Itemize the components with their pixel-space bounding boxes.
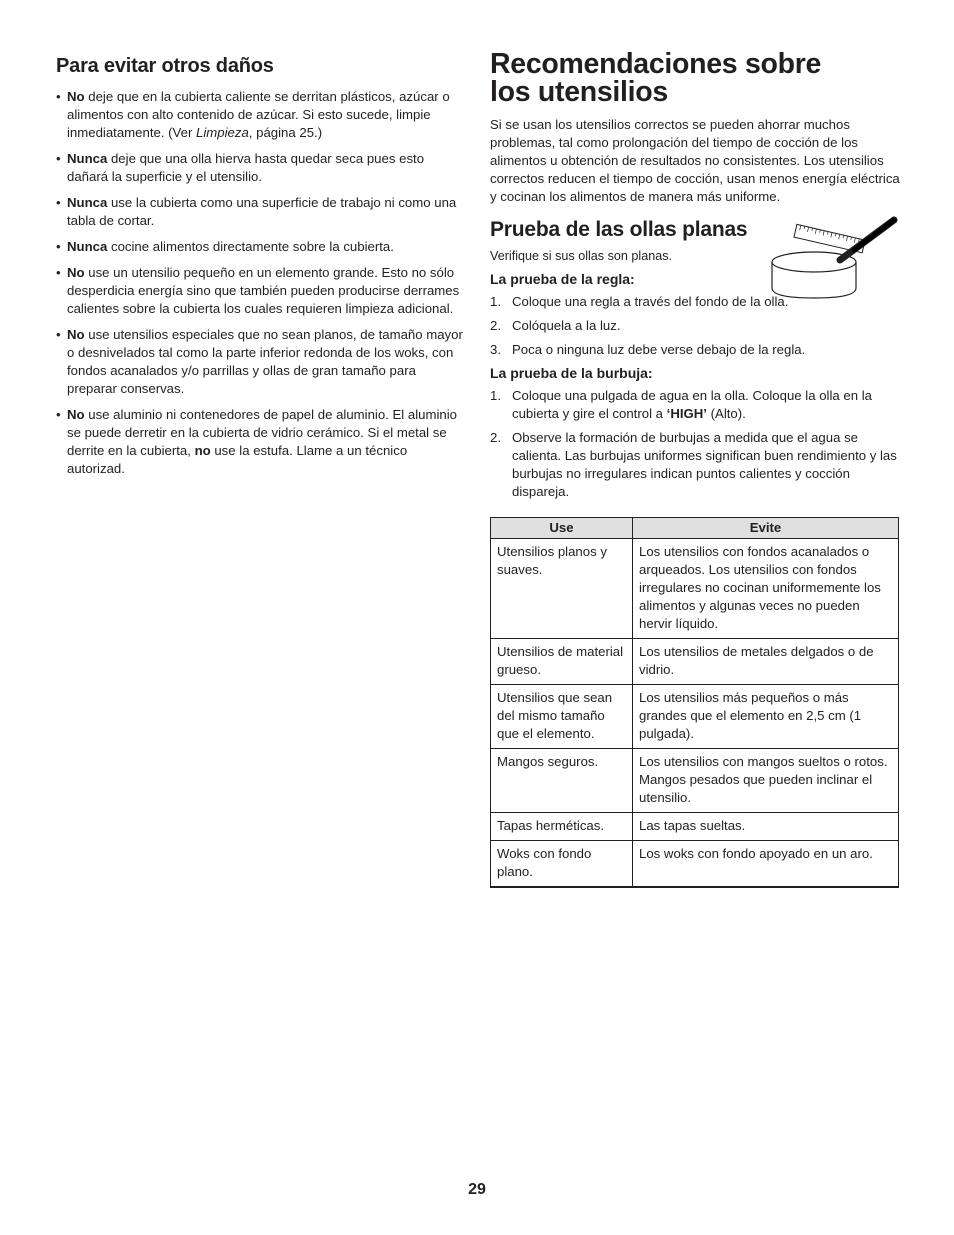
bullet-keyword: No <box>67 89 85 104</box>
table-cell: Mangos seguros. <box>491 749 633 813</box>
table-cell: Utensilios planos y suaves. <box>491 539 633 639</box>
table-row <box>491 685 899 749</box>
section-heading-other-damage: Para evitar otros daños <box>56 55 274 77</box>
bullet-keyword: Nunca <box>67 239 108 254</box>
step-number: 1. <box>490 294 501 309</box>
bullet-text: use un utensilio pequeño en un elemento grande. Esto no sólo desperdicia energía sino que también pueden producirse derrames calientes sobre la cubierta los cuales requieren limpieza adicional. <box>67 265 460 316</box>
table-row <box>491 539 899 639</box>
bullet-text: , página 25.) <box>248 125 323 140</box>
bullet-italic-ref: Limpieza <box>196 125 249 140</box>
table-row <box>491 813 899 841</box>
step-number: 2. <box>490 430 501 445</box>
bullet-keyword: No <box>67 407 85 422</box>
table-row <box>491 841 899 888</box>
ruler-test-heading: La prueba de la regla: <box>490 271 635 287</box>
list-item <box>490 293 900 311</box>
list-item <box>56 88 468 142</box>
table-cell: Tapas herméticas. <box>491 813 633 841</box>
table-row <box>491 749 899 813</box>
pot-ruler-illustration <box>770 210 900 300</box>
list-item <box>490 317 900 335</box>
bullet-text: deje que en la cubierta caliente se derritan plásticos, azúcar o alimentos con alto contenido de azúcar. Si esto sucede, limpie inmediatamente. (Ver <box>67 89 450 140</box>
bubble-test-heading: La prueba de la burbuja: <box>490 365 653 381</box>
table-cell: Los utensilios con fondos acanalados o arqueados. Los utensilios con fondos irregulares no cocinan uniformemente los alimentos y algunas veces no pueden hervir líquido. <box>633 539 899 639</box>
bullet-text: use utensilios especiales que no sean planos, de tamaño mayor o desnivelados tal como la parte inferior redonda de los woks, con fondos acanalados y/o parrillas y ollas de gran tamaño para preparar conservas. <box>67 327 463 396</box>
table-cell: Los utensilios más pequeños o más grandes que el elemento en 2,5 cm (1 pulgada). <box>633 685 899 749</box>
bullet-keyword: No <box>67 327 85 342</box>
page-number: 29 <box>468 1181 486 1198</box>
step-number: 2. <box>490 318 501 333</box>
list-item <box>56 150 468 186</box>
list-item <box>490 341 900 359</box>
ruler-steps <box>490 293 900 359</box>
right-column <box>490 50 900 888</box>
list-item <box>56 264 468 318</box>
list-item <box>56 326 468 398</box>
step-keyword: ‘HIGH’ <box>666 406 707 421</box>
cookware-comparison-table <box>490 517 899 888</box>
intro-paragraph: Si se usan los utensilios correctos se pueden ahorrar muchos problemas, tal como prolongación del tiempo de cocción de los alimentos u obtención de resultados no consistentes. Los utensilios correctos reducen el tiempo de cocción, usan menos energía eléctrica y cocinan los alimentos de manera más uniforme. <box>490 117 900 204</box>
table-cell: Utensilios de material grueso. <box>491 639 633 685</box>
table-cell: Los utensilios con mangos sueltos o rotos. Mangos pesados que pueden inclinar el utensilio. <box>633 749 899 813</box>
bullet-text: use aluminio ni contenedores de papel de aluminio. El aluminio se puede derretir en la cubierta de vidrio cerámico. Si el metal se derrite en la cubierta, <box>67 407 458 458</box>
bullet-keyword: Nunca <box>67 151 108 166</box>
bullet-keyword: Nunca <box>67 195 108 210</box>
step-text: Coloque una regla a través del fondo de la olla. <box>512 294 789 309</box>
list-item <box>56 194 468 230</box>
list-item <box>56 238 468 256</box>
page-title-line-2: los utensilios <box>490 76 668 108</box>
bullet-text: cocine alimentos directamente sobre la cubierta. <box>107 239 394 254</box>
list-item <box>56 406 468 478</box>
table-cell: Woks con fondo plano. <box>491 841 633 888</box>
step-text: Observe la formación de burbujas a medida que el agua se calienta. Las burbujas uniformes significan buen rendimiento y las burbujas no irregulares indican puntos calientes y cocción dispareja. <box>512 430 897 499</box>
column-header-avoid: Evite <box>633 518 899 539</box>
table-row <box>491 639 899 685</box>
list-item <box>490 429 900 501</box>
bullet-text: use la cubierta como una superficie de trabajo ni como una tabla de cortar. <box>67 195 457 228</box>
table-header-row <box>491 518 899 539</box>
table-cell: Utensilios que sean del mismo tamaño que el elemento. <box>491 685 633 749</box>
bullet-keyword: no <box>194 443 211 458</box>
page-title <box>490 50 900 106</box>
left-column <box>56 55 468 486</box>
step-number: 1. <box>490 388 501 403</box>
step-text: Poca o ninguna luz debe verse debajo de la regla. <box>512 342 806 357</box>
page-title-line-1: Recomendaciones sobre <box>490 48 822 80</box>
bubble-steps <box>490 387 900 501</box>
bullet-text: use la estufa. Llame a un técnico autorizad. <box>67 443 408 476</box>
bullet-keyword: No <box>67 265 85 280</box>
table-cell: Los woks con fondo apoyado en un aro. <box>633 841 899 888</box>
bullet-text: deje que una olla hierva hasta quedar seca pues esto dañará la superficie y el utensilio. <box>67 151 425 184</box>
step-number: 3. <box>490 342 501 357</box>
table-cell: Las tapas sueltas. <box>633 813 899 841</box>
step-text: (Alto). <box>706 406 746 421</box>
column-header-use: Use <box>491 518 633 539</box>
table-cell: Los utensilios de metales delgados o de vidrio. <box>633 639 899 685</box>
list-item <box>490 387 900 423</box>
step-text: Colóquela a la luz. <box>512 318 621 333</box>
flat-pan-test-heading: Prueba de las ollas planas <box>490 218 748 241</box>
step-text: Coloque una pulgada de agua en la olla. Coloque la olla en la cubierta y gire el control a <box>512 388 873 421</box>
damage-bullet-list <box>56 88 468 478</box>
verify-text: Verifique si sus ollas son planas. <box>490 249 673 263</box>
